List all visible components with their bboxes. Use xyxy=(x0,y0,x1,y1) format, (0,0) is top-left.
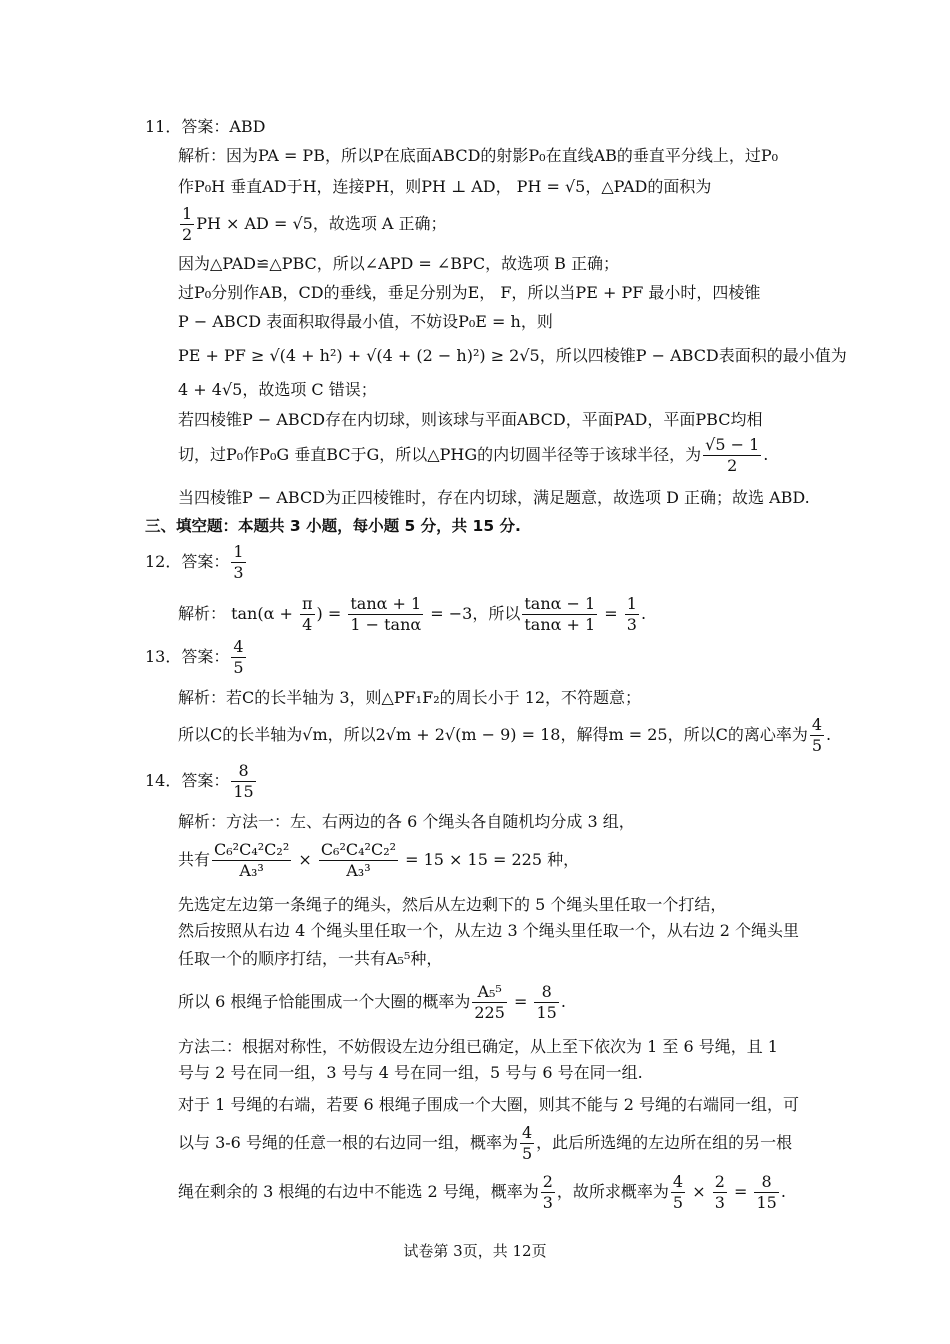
fraction-denominator: 5 xyxy=(233,658,244,677)
solution-text: 解析： tan(α + xyxy=(178,604,298,623)
q14-line-11-mid: ，故所求概率为 xyxy=(556,1182,669,1201)
fraction-denominator: 1 − tanα xyxy=(350,615,422,634)
fraction-denominator: 15 xyxy=(536,1003,557,1022)
fraction-denominator: 5 xyxy=(811,736,823,755)
tan-fraction-1 xyxy=(348,594,423,635)
fraction-denominator: 15 xyxy=(233,782,254,801)
q13-line-2 xyxy=(178,715,831,756)
q14-label: 14．答案： xyxy=(145,771,230,790)
factor-fraction-a xyxy=(671,1172,685,1213)
q14-line-5: 任取一个的顺序打结，一共有A₅⁵种， xyxy=(178,949,443,968)
q11-line-4: 因为△PAD≌△PBC，所以∠APD = ∠BPC，故选项 B 正确； xyxy=(178,254,619,273)
fraction-denominator: 3 xyxy=(233,563,244,582)
factor-fraction-b xyxy=(713,1172,727,1213)
period: . xyxy=(560,992,566,1011)
fraction-numerator: tanα − 1 xyxy=(524,594,596,613)
fraction-denominator: A₃³ xyxy=(346,861,371,880)
combination-fraction-2 xyxy=(319,840,398,881)
q13-line-1: 解析：若C的长半轴为 3，则△PF₁F₂的周长小于 12，不符题意； xyxy=(178,688,642,707)
q13-answer-fraction xyxy=(231,637,245,678)
q14-line-4: 然后按照从右边 4 个绳头里任取一个，从左边 3 个绳头里任取一个，从右边 2 个绳头里 xyxy=(178,921,800,940)
period: . xyxy=(763,445,769,464)
period: . xyxy=(640,604,647,623)
solution-text: = −3，所以 xyxy=(425,604,521,623)
radius-fraction xyxy=(703,435,761,476)
q11-line-3 xyxy=(178,204,447,245)
q14-line-8: 号与 2 号在同一组，3 号与 4 号在同一组，5 号与 6 号在同一组. xyxy=(178,1063,643,1082)
q11-line-3-text: PH × AD = √5，故选项 A 正确； xyxy=(196,214,447,233)
fraction-denominator: 3 xyxy=(714,1193,725,1212)
equals-sign: = xyxy=(728,1182,753,1201)
four-fifths-fraction xyxy=(520,1123,534,1164)
period: . xyxy=(826,725,832,744)
q14-line-1: 解析：方法一：左、右两边的各 6 个绳头各自随机均分成 3 组， xyxy=(178,812,635,831)
fraction-numerator: 4 xyxy=(233,637,244,656)
q14-line-6-text: 所以 6 根绳子恰能围成一个大圈的概率为 xyxy=(178,992,471,1011)
fraction-numerator: 1 xyxy=(182,204,193,223)
fraction-denominator: 3 xyxy=(626,615,637,634)
fraction-numerator: 2 xyxy=(714,1172,725,1191)
q14-line-6 xyxy=(178,982,566,1023)
fraction-numerator: √5 − 1 xyxy=(705,435,760,454)
fraction-numerator: tanα + 1 xyxy=(350,594,422,613)
q14-line-7: 方法二：根据对称性，不妨假设左边分组已确定，从上至下依次为 1 至 6 号绳，且 1 xyxy=(178,1037,778,1056)
fraction-denominator: 2 xyxy=(182,225,193,244)
fraction-numerator: 4 xyxy=(811,715,823,734)
fraction-numerator: 1 xyxy=(233,542,244,561)
q13-answer xyxy=(145,637,248,678)
fraction-numerator: A₅⁵ xyxy=(472,982,507,1003)
pi-fraction xyxy=(300,594,315,635)
times-sign: × xyxy=(293,850,317,869)
q11-line-7: PE + PF ≥ √(4 + h²) + √(4 + (2 − h)²) ≥ 2√5，所以四棱锥P − ABCD表面积的最小值为 xyxy=(178,346,847,365)
eccentricity-fraction xyxy=(810,715,824,756)
result-fraction xyxy=(625,594,639,635)
q11-line-10-text: 切，过P₀作P₀G 垂直BC于G，所以△PHG的内切圆半径等于该球半径，为 xyxy=(178,445,702,464)
fraction-denominator: 5 xyxy=(521,1144,533,1163)
q14-line-11-text: 绳在剩余的 3 根绳的右边中不能选 2 号绳，概率为 xyxy=(178,1182,539,1201)
fraction-denominator: 4 xyxy=(302,615,313,634)
times-sign: × xyxy=(687,1182,711,1201)
fraction-denominator: tanα + 1 xyxy=(524,615,596,634)
q11-line-9: 若四棱锥P − ABCD存在内切球，则该球与平面ABCD，平面PAD，平面PBC均相 xyxy=(178,410,763,429)
fraction-numerator: C₆²C₄²C₂² xyxy=(214,840,290,859)
q13-line-2-text: 所以C的长半轴为√m，所以2√m + 2√(m − 9) = 18，解得m = 25，所以C的离心率为 xyxy=(178,725,808,744)
q11-line-8: 4 + 4√5，故选项 C 错误； xyxy=(178,380,377,399)
q13-label: 13．答案： xyxy=(145,647,230,666)
fraction-denominator: A₃³ xyxy=(239,861,264,880)
fraction-numerator: π xyxy=(302,594,313,613)
q12-label: 12．答案： xyxy=(145,552,230,571)
fraction-denominator: 2 xyxy=(727,456,738,475)
fraction-denominator: 15 xyxy=(756,1193,777,1212)
fraction-numerator: 8 xyxy=(534,982,558,1003)
q11-line-10 xyxy=(178,435,768,476)
q12-solution xyxy=(178,594,646,635)
q14-line-11 xyxy=(178,1172,786,1213)
q14-answer xyxy=(145,761,258,802)
fraction-numerator: 1 xyxy=(626,594,637,613)
q11-line-5: 过P₀分别作AB，CD的垂线，垂足分别为E， F，所以当PE + PF 最小时，四棱锥 xyxy=(178,283,761,302)
final-probability-fraction xyxy=(754,1172,778,1213)
fraction-denominator: 5 xyxy=(672,1193,684,1212)
q14-line-2-result: = 15 × 15 = 225 种， xyxy=(400,850,580,869)
q14-answer-fraction xyxy=(231,761,255,802)
q14-line-10-text: 以与 3-6 号绳的任意一根的右边同一组，概率为 xyxy=(178,1133,518,1152)
q11-line-6: P − ABCD 表面积取得最小值，不妨设P₀E = h，则 xyxy=(178,312,553,331)
permutation-fraction xyxy=(472,982,507,1023)
q11-answer: 11．答案：ABD xyxy=(145,117,266,136)
period: . xyxy=(780,1182,786,1201)
fraction-numerator: 8 xyxy=(754,1172,778,1193)
q14-line-10-tail: ，此后所选绳的左边所在组的另一根 xyxy=(536,1133,793,1152)
q14-line-2 xyxy=(178,840,579,881)
fraction-numerator: 2 xyxy=(542,1172,553,1191)
q11-line-1: 解析：因为PA = PB，所以P在底面ABCD的射影P₀在直线AB的垂直平分线上，过P₀ xyxy=(178,146,779,165)
section-heading: 三、填空题：本题共 3 小题，每小题 5 分，共 15 分. xyxy=(145,517,521,535)
combination-fraction-1 xyxy=(212,840,291,881)
q14-line-10 xyxy=(178,1123,792,1164)
q11-line-2: 作P₀H 垂直AD于H，连接PH，则PH ⊥ AD， PH = √5，△PAD的面积为 xyxy=(178,177,712,196)
fraction-numerator: C₆²C₄²C₂² xyxy=(320,840,397,859)
probability-fraction xyxy=(534,982,558,1023)
q12-answer xyxy=(145,542,248,583)
q14-line-9: 对于 1 号绳的右端，若要 6 根绳子围成一个大圈，则其不能与 2 号绳的右端同一组，可 xyxy=(178,1095,800,1114)
q11-line-11: 当四棱锥P − ABCD为正四棱锥时，存在内切球，满足题意，故选项 D 正确；故选 ABD. xyxy=(178,488,810,507)
equals-sign: = xyxy=(508,992,533,1011)
fraction-numerator: 4 xyxy=(521,1123,533,1142)
two-thirds-fraction xyxy=(541,1172,555,1213)
solution-text: = xyxy=(599,604,623,623)
tan-fraction-2 xyxy=(522,594,597,635)
half-fraction xyxy=(180,204,194,245)
fraction-denominator: 3 xyxy=(542,1193,553,1212)
solution-text: ) = xyxy=(316,604,347,623)
fraction-numerator: 8 xyxy=(231,761,255,782)
q14-line-3: 先选定左边第一条绳子的绳头，然后从左边剩下的 5 个绳头里任取一个打结， xyxy=(178,895,727,914)
page-footer: 试卷第 3页，共 12页 xyxy=(403,1242,547,1260)
q12-answer-fraction xyxy=(231,542,245,583)
fraction-denominator: 225 xyxy=(474,1003,505,1022)
fraction-numerator: 4 xyxy=(672,1172,684,1191)
q14-line-2-text: 共有 xyxy=(178,850,211,869)
